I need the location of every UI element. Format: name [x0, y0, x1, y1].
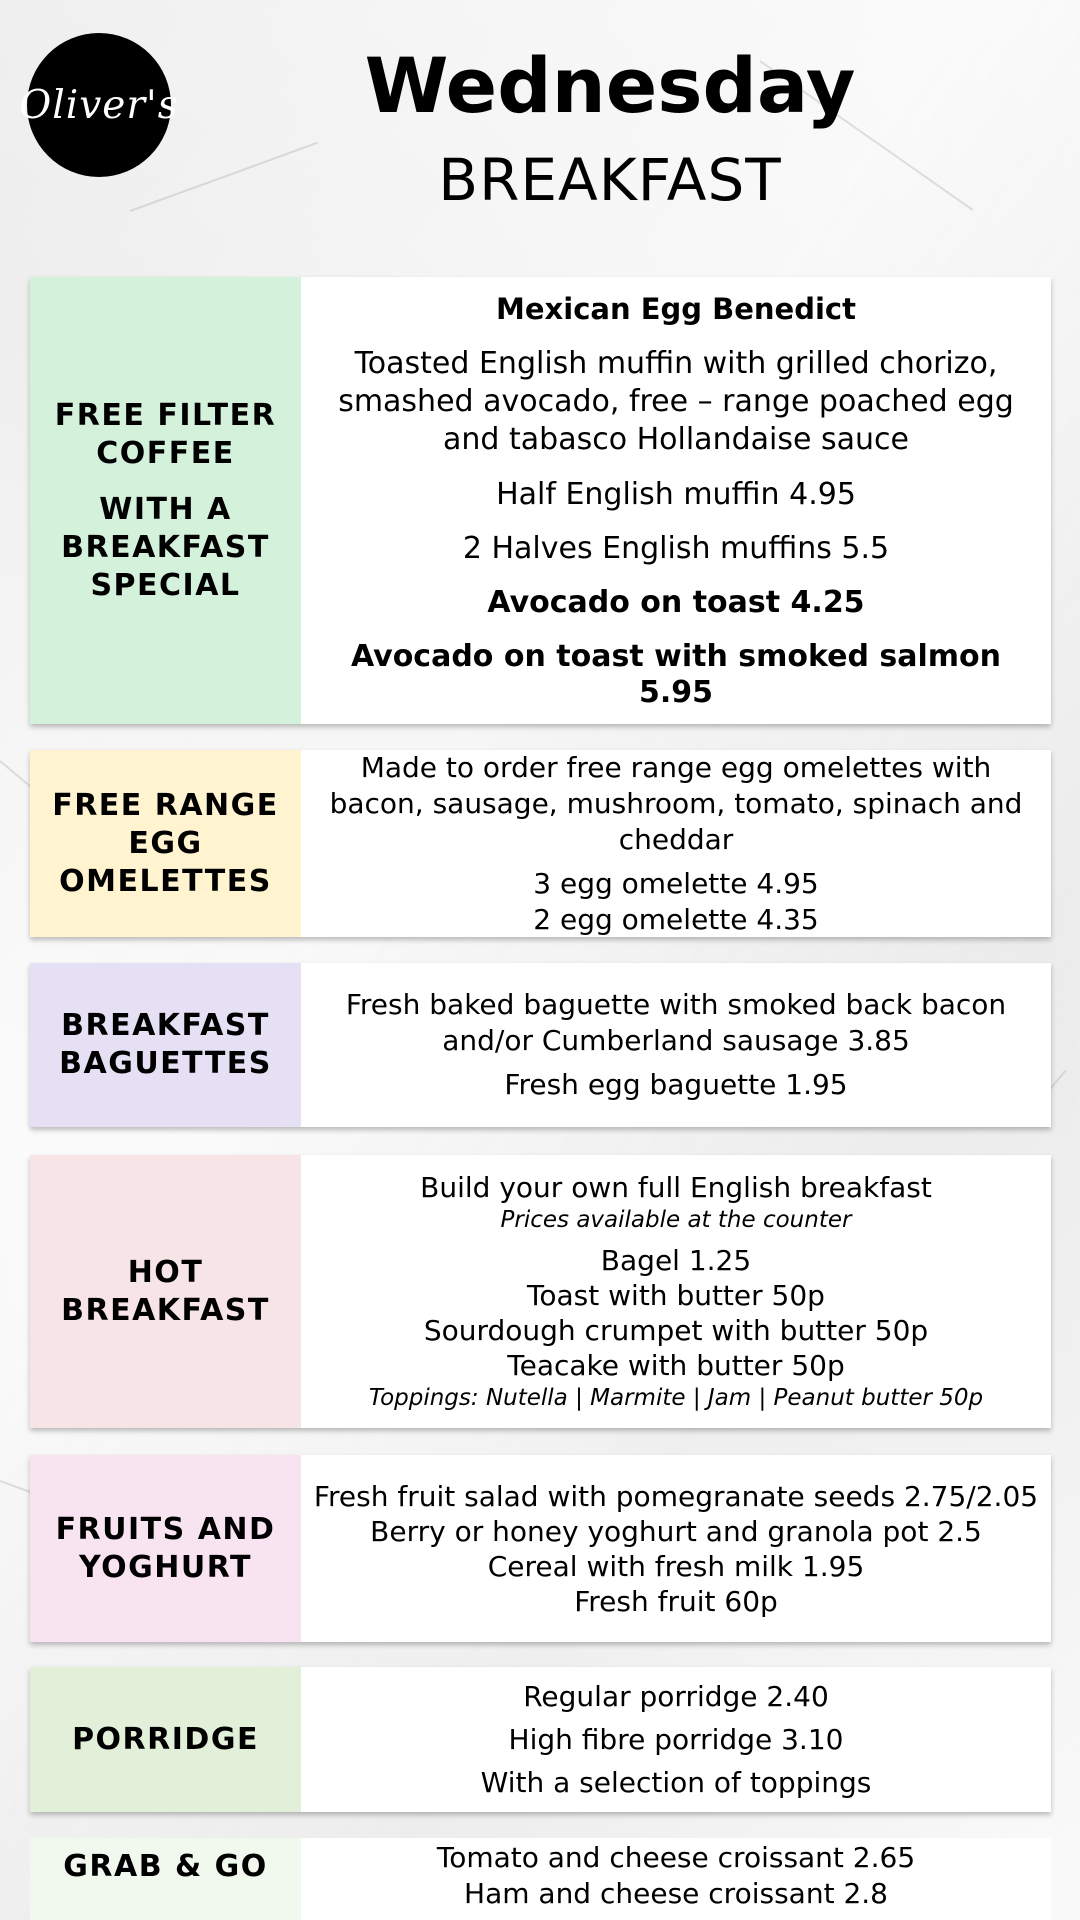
page-title: Wednesday: [364, 41, 856, 130]
menu-item: Half English muffin 4.95: [496, 476, 856, 512]
category-line: BREAKFAST BAGUETTES: [59, 1008, 272, 1081]
category-line: FRUITS AND YOGHURT: [55, 1511, 276, 1585]
menu-item: Fresh fruit 60p: [574, 1584, 778, 1618]
price-note: Prices available at the counter: [500, 1207, 852, 1233]
toppings-note: Toppings: Nutella | Marmite | Jam | Peanut butter 50p: [368, 1385, 984, 1411]
menu-section-porridge: [30, 1667, 1051, 1812]
marble-vein: [130, 142, 319, 212]
section-items: [301, 1667, 1051, 1812]
category-label: [30, 1455, 301, 1642]
logo-text: Oliver's: [19, 82, 179, 128]
category-line: WITH A BREAKFAST SPECIAL: [61, 491, 270, 603]
section-items: [301, 1155, 1051, 1428]
menu-item: Berry or honey yoghurt and granola pot 2.5: [370, 1514, 982, 1548]
menu-item: Teacake with butter 50p: [507, 1349, 845, 1382]
menu-item: Ham and cheese croissant 2.8: [464, 1877, 888, 1910]
menu-section-omelettes: [30, 750, 1051, 937]
menu-item: Avocado on toast with smoked salmon 5.95: [350, 638, 1001, 710]
menu-item: 2 egg omelette 4.35: [533, 902, 819, 936]
item-title: Mexican Egg Benedict: [496, 291, 856, 326]
menu-item: Sourdough crumpet with butter 50p: [423, 1314, 929, 1347]
menu-item: Tomato and cheese croissant 2.65: [436, 1841, 916, 1874]
menu-item: Toast with butter 50p: [527, 1279, 825, 1312]
category-label: [30, 750, 301, 937]
marble-vein: [0, 760, 31, 787]
section-items: [301, 1455, 1051, 1642]
item-description: Build your own full English breakfast: [420, 1171, 932, 1204]
category-label: [30, 1155, 301, 1428]
section-items: [301, 277, 1051, 724]
section-items: [301, 1838, 1051, 1920]
menu-item: High fibre porridge 3.10: [508, 1723, 844, 1756]
menu-item: Fresh egg baguette 1.95: [504, 1068, 848, 1101]
menu-section-grab-and-go: [30, 1838, 1051, 1920]
category-label: [30, 1838, 301, 1920]
menu-item: Bagel 1.25: [600, 1244, 752, 1277]
menu-section-fruits-yoghurt: [30, 1455, 1051, 1642]
section-items: [301, 963, 1051, 1127]
menu-item: Cereal with fresh milk 1.95: [487, 1549, 865, 1583]
menu-section-baguettes: [30, 963, 1051, 1127]
brand-logo: [19, 33, 179, 177]
menu-item: Regular porridge 2.40: [523, 1680, 829, 1713]
menu-item: With a selection of toppings: [480, 1766, 872, 1799]
item-description: Toasted English muffin with grilled chorizo, smashed avocado, free – range poached egg and tabasco Hollandaise sauce: [338, 345, 1014, 457]
category-line: HOT BREAKFAST: [61, 1254, 270, 1328]
menu-section-hot-breakfast: [30, 1155, 1051, 1428]
category-label: [30, 1667, 301, 1812]
category-line: FREE FILTER COFFEE: [54, 397, 277, 471]
menu-item: 3 egg omelette 4.95: [533, 866, 819, 900]
item-description: Made to order free range egg omelettes with bacon, sausage, mushroom, tomato, spinach and cheddar: [329, 750, 1023, 856]
menu-item: Avocado on toast 4.25: [487, 584, 865, 620]
page-subtitle: BREAKFAST: [438, 146, 782, 214]
menu-section-coffee-special: [30, 277, 1051, 724]
menu-item: 2 Halves English muffins 5.5: [462, 530, 890, 566]
item-description: Fresh baked baguette with smoked back bacon and/or Cumberland sausage 3.85: [345, 988, 1007, 1057]
category-line: FREE RANGE EGG OMELETTES: [52, 787, 279, 899]
category-label: [30, 277, 301, 724]
menu-item: Fresh fruit salad with pomegranate seeds 2.75/2.05: [313, 1479, 1039, 1513]
section-items: [301, 750, 1051, 937]
category-label: [30, 963, 301, 1127]
category-line: GRAB & GO: [63, 1849, 268, 1884]
category-line: PORRIDGE: [72, 1721, 259, 1757]
